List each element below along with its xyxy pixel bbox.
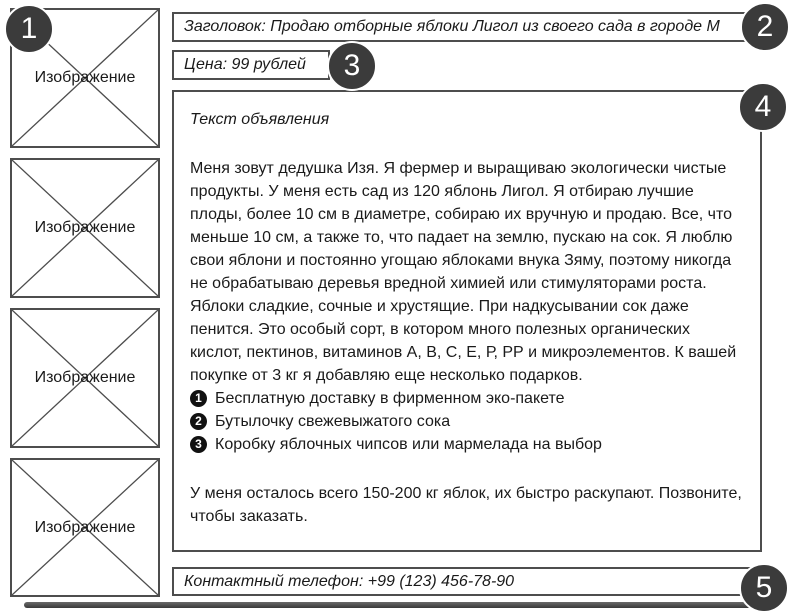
image-placeholder-4: [10, 458, 160, 597]
gift-list: [190, 387, 744, 456]
image-placeholder-label: Изображение: [34, 69, 136, 86]
callout-5-badge: 5: [739, 563, 789, 612]
ad-title-field: [172, 12, 757, 42]
gift-item-2: [190, 410, 744, 433]
image-placeholder-label: Изображение: [34, 219, 136, 236]
gift-item-1: [190, 387, 744, 410]
ad-title-text: Заголовок: Продаю отборные яблоки Лигол из своего сада в городе М: [184, 18, 720, 35]
callout-3-badge: 3: [327, 41, 377, 91]
image-placeholder-label: Изображение: [34, 369, 136, 386]
ad-contact-field: [172, 567, 757, 596]
gift-item-text: Бесплатную доставку в фирменном эко-пакете: [215, 390, 565, 407]
numbered-bullet-icon: 1: [190, 390, 207, 407]
numbered-bullet-icon: 3: [190, 436, 207, 453]
ad-contact-text: Контактный телефон: +99 (123) 456-78-90: [184, 572, 515, 590]
image-placeholder-label: Изображение: [34, 518, 136, 536]
gift-item-text: Бутылочку свежевыжатого сока: [215, 413, 451, 430]
ad-body-paragraph-1: Меня зовут дедушка Изя. Я фермер и выращиваю экологически чистые продукты. У меня есть сад из 120 яблонь Лигол. Я отбираю лучшие плоды, более 10 см в диаметре, собираю их вручную и продаю. Все, что меньше 10 см, а также то, что падает на землю, пускаю на сок. Я люблю свои яблони и постоянно угощаю яблоками внука Зяму, поэтому никогда не обрабатываю деревья вредной химией или стимуляторами роста.: [190, 160, 733, 292]
ad-body-paragraph-3: У меня осталось всего 150-200 кг яблок, их быстро раскупают. Позвоните, чтобы заказать.: [190, 485, 742, 525]
page-edge-shadow: [24, 602, 772, 608]
image-placeholder-3: [10, 308, 160, 448]
numbered-bullet-icon: 2: [190, 413, 207, 430]
ad-price-text: Цена: 99 рублей: [184, 56, 306, 73]
ad-body-paragraph-2: Яблоки сладкие, сочные и хрустящие. При надкусывании сок даже пенится. Это особый сорт, в котором много полезных органических кислот, пектинов, витаминов А, В, С, Е, Р, РР и микроэлементов. К вашей покупке от 3 кг я добавляю еще несколько подарков.: [190, 298, 737, 384]
ad-body-field: [172, 90, 762, 552]
callout-1-badge: 1: [4, 4, 54, 54]
gift-item-text: Коробку яблочных чипсов или мармелада на выбор: [215, 436, 602, 453]
gift-item-3: [190, 433, 744, 456]
image-placeholder-2: [10, 158, 160, 298]
ad-price-field: [172, 50, 330, 80]
callout-2-badge: 2: [740, 2, 790, 52]
callout-4-badge: 4: [738, 82, 788, 132]
ad-body-label: Текст объявления: [190, 111, 330, 128]
